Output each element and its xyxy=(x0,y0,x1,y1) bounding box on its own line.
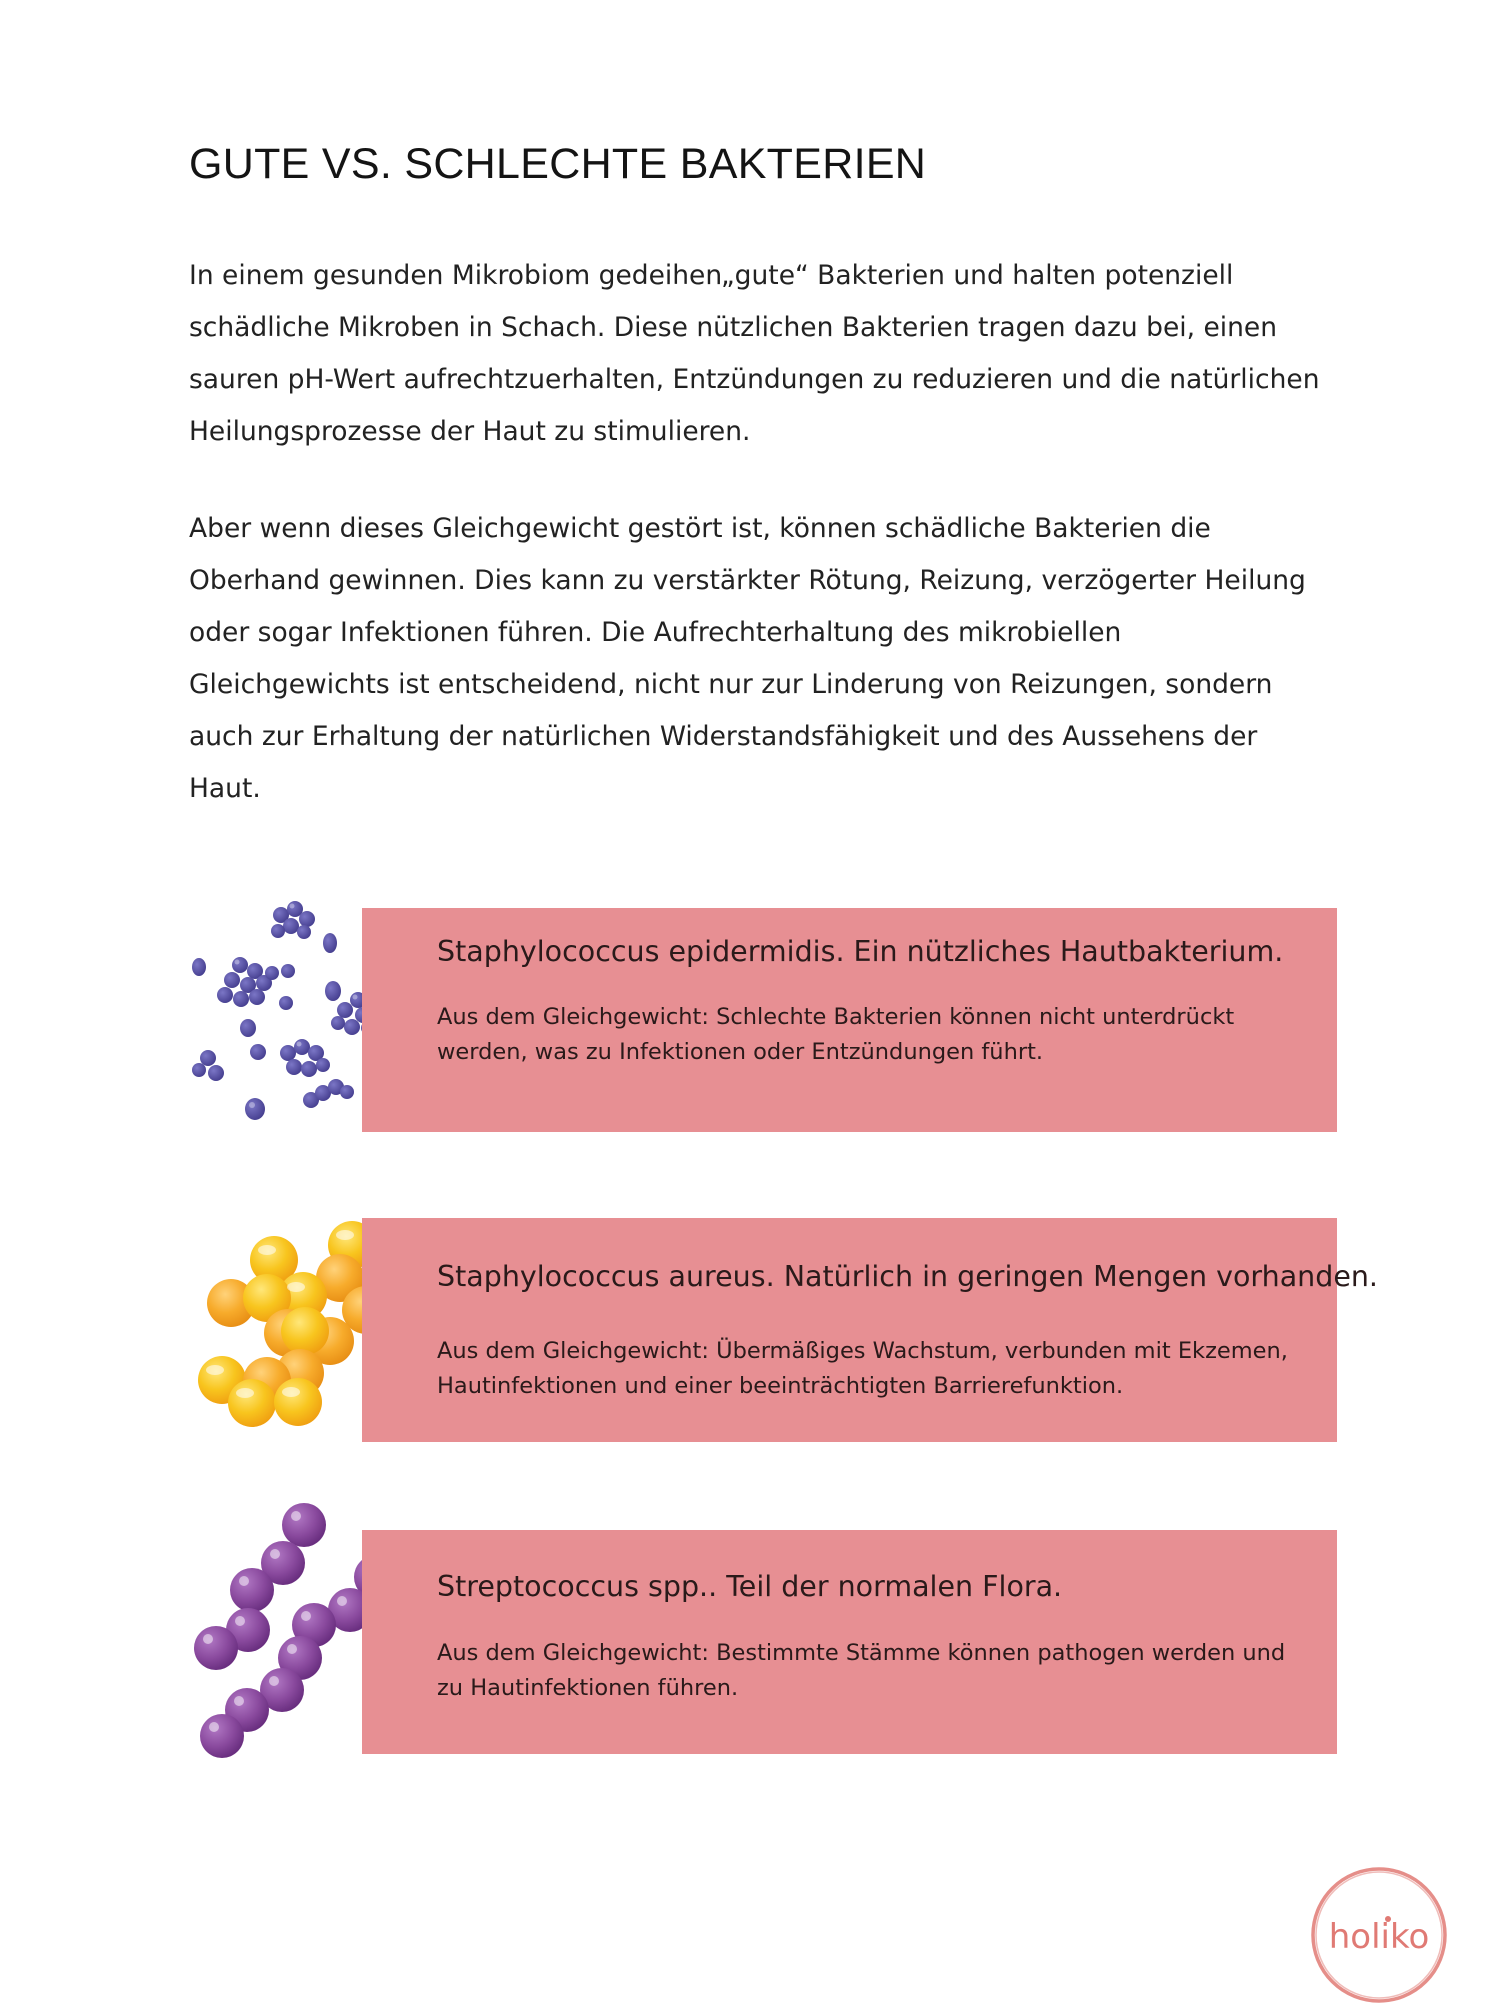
page-title: GUTE VS. SCHLECHTE BAKTERIEN xyxy=(189,140,927,188)
intro-paragraph: In einem gesunden Mikrobiom gedeihen„gute“ Bakterien und halten potenziell schädliche Mikroben in Schach. Diese nützlichen Bakterien tragen dazu bei, einen sauren pH-Wert aufrechtzuerhalten, Entzündungen zu reduzieren und die natürlichen Heilungsprozesse der Haut zu stimulieren. xyxy=(189,260,1320,447)
holiko-logo xyxy=(1306,1862,1452,2008)
bacteria-card-aureus xyxy=(362,1218,1378,1442)
card-title: Streptococcus spp.. Teil der normalen Flora. xyxy=(437,1570,1063,1603)
bacteria-card-epidermidis xyxy=(362,908,1337,1132)
card-description: Aus dem Gleichgewicht: Bestimmte Stämme können pathogen werden und zu Hautinfektionen führen. xyxy=(437,1640,1286,1701)
logo-text: holiko xyxy=(1328,1917,1430,1957)
bacteria-card-streptococcus xyxy=(362,1530,1337,1754)
balance-paragraph: Aber wenn dieses Gleichgewicht gestört ist, können schädliche Bakterien die Oberhand gewinnen. Dies kann zu verstärkter Rötung, Reizung, verzögerter Heilung oder sogar Infektionen führen. Die Aufrechterhaltung des mikrobiellen Gleichgewichts ist entscheidend, nicht nur zur Linderung von Reizungen, sondern auch zur Erhaltung der natürlichen Widerstandsfähigkeit und des Aussehens der Haut. xyxy=(189,513,1306,804)
card-description: Aus dem Gleichgewicht: Übermäßiges Wachstum, verbunden mit Ekzemen, Hautinfektionen und einer beeinträchtigten Barrierefunktion. xyxy=(437,1338,1288,1399)
card-title: Staphylococcus epidermidis. Ein nützliches Hautbakterium. xyxy=(437,935,1284,968)
card-title: Staphylococcus aureus. Natürlich in geringen Mengen vorhanden. xyxy=(437,1260,1378,1293)
card-description: Aus dem Gleichgewicht: Schlechte Bakterien können nicht unterdrückt werden, was zu Infektionen oder Entzündungen führt. xyxy=(437,1004,1235,1065)
